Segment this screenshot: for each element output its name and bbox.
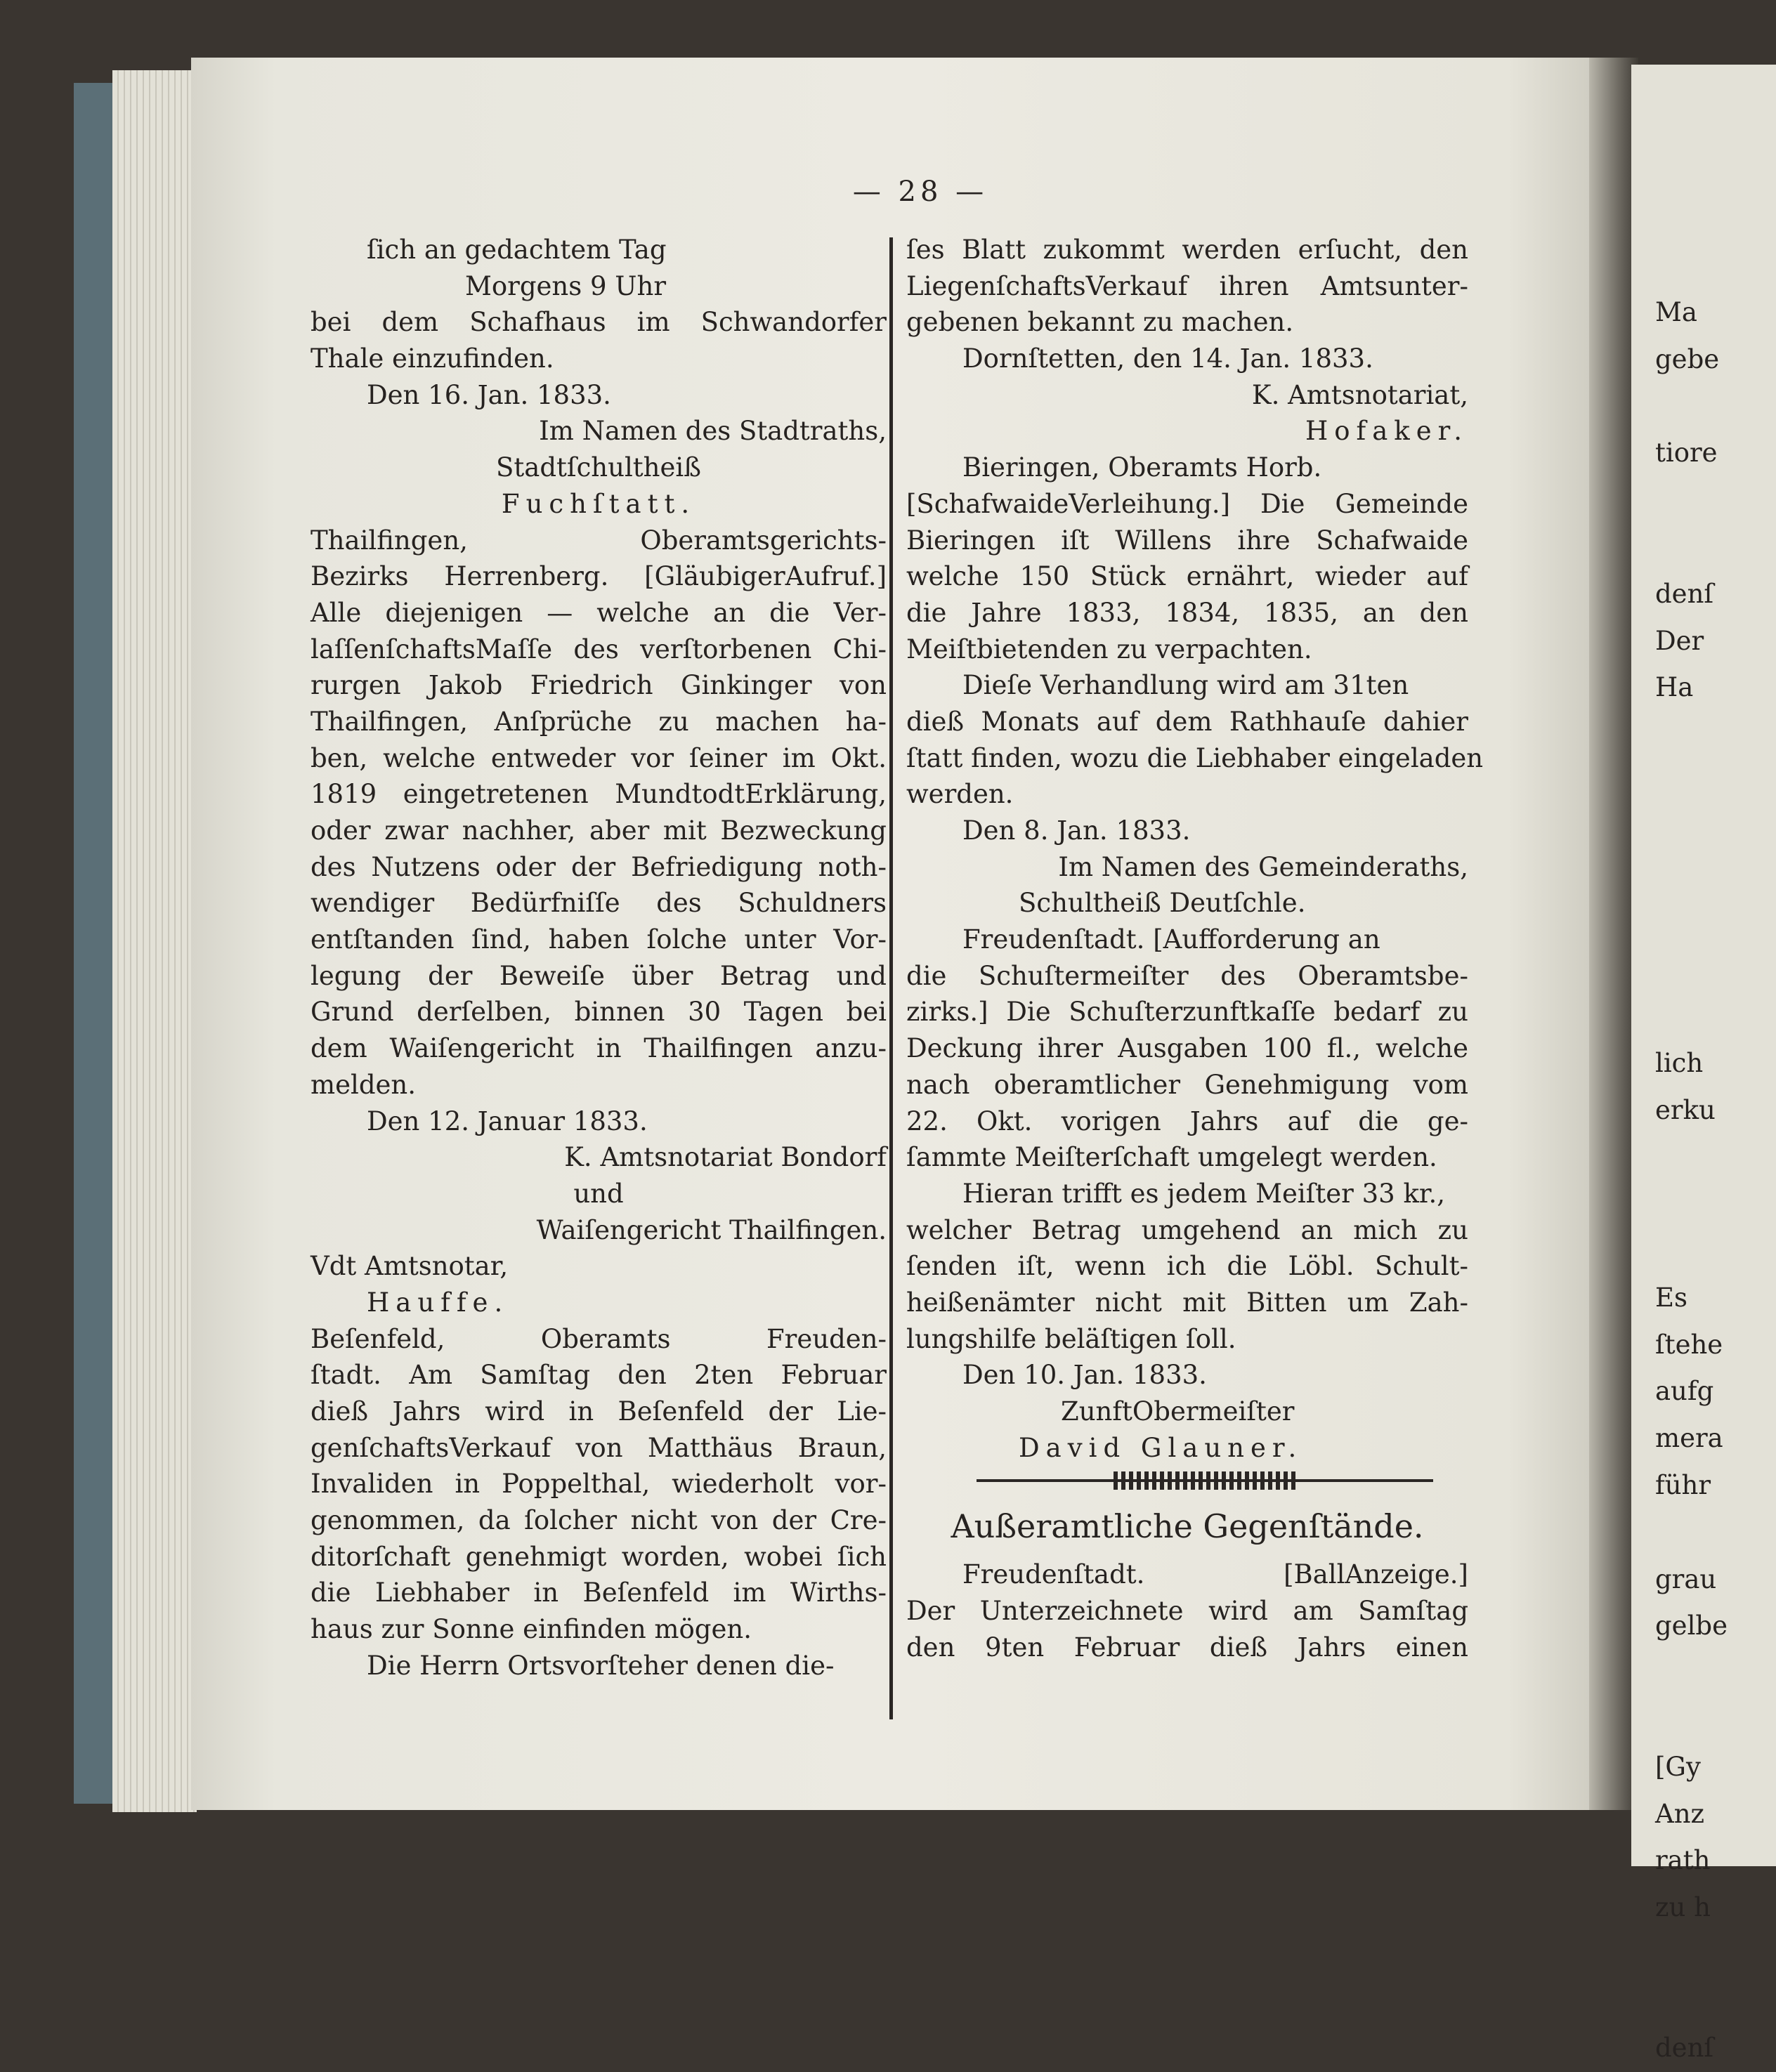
text-line: haus zur Sonne einfinden mögen. xyxy=(311,1614,752,1645)
text-fragment: denſ xyxy=(1655,2033,1714,2064)
text-line: die Jahre 1833, 1834, 1835, an den xyxy=(906,597,1468,628)
text-fragment: führ xyxy=(1655,1469,1711,1500)
text-line: werden. xyxy=(906,779,1014,810)
text-line: zirks.] Die Schuſterzunftkaſſe bedarf zu xyxy=(906,997,1468,1028)
text-fragment: Der xyxy=(1655,625,1704,656)
text-line: rurgen Jakob Friedrich Ginkinger von xyxy=(311,670,887,701)
text-line: wendiger Bedürfniſſe des Schuldners xyxy=(311,888,887,919)
page-number: — 28 — xyxy=(852,176,988,208)
text-line: Bieringen, Oberamts Horb. xyxy=(962,452,1322,483)
text-line: die Liebhaber in Beſenfeld im Wirths- xyxy=(311,1578,887,1608)
text-line: K. Amtsnotariat, xyxy=(1251,379,1468,410)
text-line: Stadtſchultheiß xyxy=(496,452,701,483)
text-fragment xyxy=(1655,759,1728,806)
text-line: Im Namen des Gemeinderaths, xyxy=(1058,851,1468,882)
text-fragment xyxy=(1655,853,1728,900)
text-fragment: Anz xyxy=(1655,1798,1705,1829)
text-line: Bieringen iſt Willens ihre Schafwaide xyxy=(906,525,1468,556)
text-fragment xyxy=(1655,383,1728,431)
text-line: 22. Okt. vorigen Jahrs auf die ge- xyxy=(906,1106,1468,1136)
text-fragment xyxy=(1655,806,1728,853)
text-line: Dornſtetten, den 14. Jan. 1833. xyxy=(962,343,1373,374)
text-fragment: Ha xyxy=(1655,672,1694,703)
text-line: legung der Beweiſe über Betrag und xyxy=(311,960,887,991)
section-heading: Außeramtliche Gegenſtände. xyxy=(951,1507,1424,1546)
text-fragment xyxy=(1655,477,1728,524)
text-fragment: rath xyxy=(1655,1845,1711,1876)
text-line: ſtadt. Am Samſtag den 2ten Februar xyxy=(311,1360,887,1391)
next-page-edge xyxy=(1631,65,1776,2064)
text-fragment: zu h xyxy=(1655,1892,1711,1923)
text-line: entſtanden ſind, haben ſolche unter Vor- xyxy=(311,924,887,955)
text-fragment xyxy=(1655,1697,1728,1744)
text-line: ſtatt finden, wozu die Liebhaber eingeladen xyxy=(906,742,1484,773)
text-line: dem Waiſengericht in Thailfingen anzu- xyxy=(311,1033,887,1064)
text-line: oder zwar nachher, aber mit Bezweckung xyxy=(311,815,887,846)
text-line: ZunftObermeiſter xyxy=(1061,1396,1295,1427)
column-divider xyxy=(889,237,893,1719)
text-line: Hofaker. xyxy=(1305,416,1468,447)
text-line: Hauffe. xyxy=(367,1287,509,1318)
text-fragment: erku xyxy=(1655,1094,1716,1125)
text-fragment: gelbe xyxy=(1655,1611,1728,1641)
text-fragment: grau xyxy=(1655,1563,1717,1594)
text-line: Bezirks Herrenberg. [GläubigerAufruf.] xyxy=(311,561,887,592)
text-line: Meiſtbietenden zu verpachten. xyxy=(906,634,1312,664)
text-line: ſenden iſt, wenn ich die Löbl. Schult- xyxy=(906,1251,1468,1282)
text-fragment: mera xyxy=(1655,1423,1723,1454)
text-line: Im Namen des Stadtraths, xyxy=(539,416,887,447)
text-fragment xyxy=(1655,946,1728,993)
text-fragment xyxy=(1655,1979,1728,2026)
text-line: Freudenſtadt. [BallAnzeige.] xyxy=(962,1559,1468,1590)
text-fragment xyxy=(1655,1181,1728,1228)
text-line: Den 16. Jan. 1833. xyxy=(367,379,611,410)
text-line: Die Herrn Ortsvorſteher denen die- xyxy=(367,1650,835,1681)
text-line: ſes Blatt zukommt werden erſucht, den xyxy=(906,235,1468,265)
text-line: Alle diejenigen — welche an die Ver- xyxy=(311,597,887,628)
left-column xyxy=(311,232,887,1684)
page-stack-edge xyxy=(112,70,197,1812)
text-line: David Glauner. xyxy=(1019,1432,1303,1463)
text-line: des Nutzens oder der Befriedigung noth- xyxy=(311,851,887,882)
text-line: Schultheiß Deutſchle. xyxy=(1019,888,1306,919)
text-line: die Schuſtermeiſter des Oberamtsbe- xyxy=(906,960,1468,991)
text-line: lungshilfe beläſtigen ſoll. xyxy=(906,1323,1236,1354)
text-line: ſich an gedachtem Tag xyxy=(367,235,667,265)
text-fragment: lich xyxy=(1655,1047,1704,1078)
text-line: nach oberamtlicher Genehmigung vom xyxy=(906,1069,1468,1100)
text-line: Vdt Amtsnotar, xyxy=(311,1251,509,1282)
text-fragment: tiore xyxy=(1655,438,1718,468)
text-line: und xyxy=(573,1178,624,1209)
text-line: dieß Monats auf dem Rathhauſe dahier xyxy=(906,706,1468,737)
text-fragment: Es xyxy=(1655,1282,1687,1313)
text-line: Beſenfeld, Oberamts Freuden- xyxy=(311,1323,887,1354)
text-line: Hieran trifft es jedem Meiſter 33 kr., xyxy=(962,1178,1446,1209)
text-line: gebenen bekannt zu machen. xyxy=(906,307,1294,338)
text-fragment xyxy=(1655,1932,1728,1979)
text-line: LiegenſchaftsVerkauf ihren Amtsunter- xyxy=(906,270,1468,301)
text-fragment: Ma xyxy=(1655,297,1697,327)
text-fragment: gebe xyxy=(1655,343,1720,374)
text-line: welche 150 Stück ernährt, wieder auf xyxy=(906,561,1468,592)
text-line: ben, welche entweder vor ſeiner im Okt. xyxy=(311,742,887,773)
text-line: laſſenſchaftsMaſſe des verſtorbenen Chi- xyxy=(311,634,887,664)
right-column xyxy=(906,232,1484,1665)
text-line: genommen, da ſolcher nicht von der Cre- xyxy=(311,1505,887,1536)
text-fragment xyxy=(1655,1134,1728,1181)
text-line: dieß Jahrs wird in Beſenfeld der Lie- xyxy=(311,1396,887,1427)
text-line: welcher Betrag umgehend an mich zu xyxy=(906,1214,1468,1245)
text-line: Thale einzufinden. xyxy=(311,343,554,374)
text-line: genſchaftsVerkauf von Matthäus Braun, xyxy=(311,1432,887,1463)
text-fragment xyxy=(1655,993,1728,1040)
text-fragment xyxy=(1655,1509,1728,1556)
text-line: Dieſe Verhandlung wird am 31ten xyxy=(962,670,1409,701)
text-fragment xyxy=(1655,524,1728,571)
next-page-fragments xyxy=(1655,289,1728,2072)
text-line: Thailfingen, Oberamtsgerichts- xyxy=(311,525,887,556)
text-line: 1819 eingetretenen MundtodtErklärung, xyxy=(311,779,887,810)
text-fragment: ſtehe xyxy=(1655,1329,1723,1360)
text-line: Waiſengericht Thailfingen. xyxy=(536,1214,887,1245)
text-line: Den 8. Jan. 1833. xyxy=(962,815,1191,846)
text-fragment: [Gy xyxy=(1655,1751,1701,1782)
text-line: Der Unterzeichnete wird am Samſtag xyxy=(906,1596,1468,1627)
text-line: bei dem Schafhaus im Schwandorfer xyxy=(311,307,887,338)
text-fragment: denſ xyxy=(1655,578,1714,609)
text-line: Den 12. Januar 1833. xyxy=(367,1106,648,1136)
text-fragment xyxy=(1655,1228,1728,1275)
text-line: Grund derſelben, binnen 30 Tagen bei xyxy=(311,997,887,1028)
text-line: Fuchſtatt. xyxy=(501,488,696,519)
text-line: ditorſchaft genehmigt worden, wobei ſich xyxy=(311,1541,887,1572)
text-line: heißenämter nicht mit Bitten um Zah- xyxy=(906,1287,1468,1318)
text-fragment xyxy=(1655,1650,1728,1697)
text-line: melden. xyxy=(311,1069,416,1100)
text-line: Morgens 9 Uhr xyxy=(465,270,667,301)
text-line: [SchafwaideVerleihung.] Die Gemeinde xyxy=(906,488,1468,519)
text-line: Den 10. Jan. 1833. xyxy=(962,1360,1207,1391)
text-line: Invaliden in Poppelthal, wiederholt vor- xyxy=(311,1469,887,1500)
book-cover-edge xyxy=(74,83,112,1804)
ornamental-rule xyxy=(977,1471,1433,1490)
text-fragment xyxy=(1655,899,1728,946)
text-line: Freudenſtadt. [Aufforderung an xyxy=(962,924,1380,955)
text-line: Thailfingen, Anſprüche zu machen ha- xyxy=(311,706,887,737)
text-line: den 9ten Februar dieß Jahrs einen xyxy=(906,1632,1468,1663)
text-line: ſammte Meiſterſchaft umgelegt werden. xyxy=(906,1142,1437,1173)
text-fragment xyxy=(1655,712,1728,759)
text-line: K. Amtsnotariat Bondorf xyxy=(564,1142,887,1173)
text-line: Deckung ihrer Ausgaben 100 fl., welche xyxy=(906,1033,1468,1064)
text-fragment: aufg xyxy=(1655,1376,1714,1407)
